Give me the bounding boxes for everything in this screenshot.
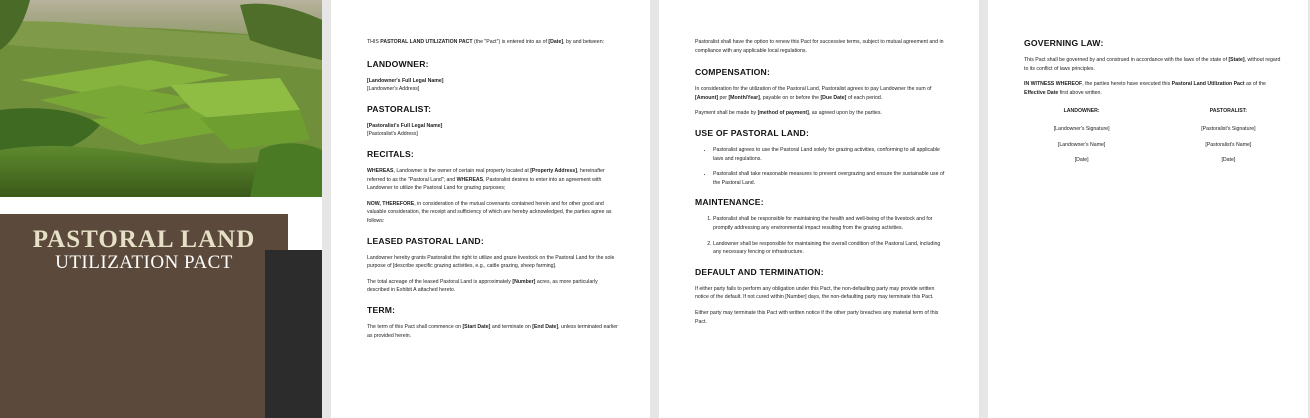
pastoralist-name: [Pastoralist's Name]	[1205, 141, 1252, 148]
recital-whereas: WHEREAS, Landowner is the owner of certain real property located at [Property Address], hereinafter referred to as the "Pastoral Land"; and WHEREAS, Pastoralist desires to enter into an agreement with Landowner to utilize the Pastoral Land for grazing purposes;	[367, 167, 605, 192]
compensation-paragraph: In consideration for the utilization of the Pastoral Land, Pastoralist agrees to pay Landowner the sum of [Amount] per [Month/Year], payable on or before the [Due Date] of each period.	[695, 86, 932, 101]
pastoralist-signature-column	[1171, 107, 1286, 171]
section-heading-maintenance: MAINTENANCE:	[695, 197, 764, 208]
document-page-3	[659, 0, 979, 418]
cover-title-line1: PASTORAL LAND	[32, 226, 256, 253]
document-page-2	[331, 0, 650, 418]
landowner-date: [Date]	[1074, 157, 1089, 164]
default-paragraph-1: If either party fails to perform any obligation under this Pact, the non-defaulting party may provide written notice of the default. If not cured within [Number] days, the non-defaulting party may terminate this Pact.	[695, 285, 935, 301]
cover-page	[0, 0, 322, 418]
section-heading-recitals: RECITALS:	[367, 148, 414, 159]
governing-law-paragraph: This Pact shall be governed by and construed in accordance with the laws of the state of [State], without regard to its conflict of laws principles.	[1024, 57, 1281, 72]
document-page-4	[988, 0, 1308, 418]
intro-paragraph: THIS PASTORAL LAND UTILIZATION PACT (the "Pact") is entered into as of [Date], by and between:	[367, 39, 605, 45]
landowner-signature: [Landowner's Signature]	[1053, 125, 1110, 132]
landowner-signature-column	[1024, 107, 1139, 171]
cover-title-line2: UTILIZATION PACT	[55, 252, 233, 273]
default-paragraph-2: Either party may terminate this Pact with written notice if the other party breaches any material term of this Pact.	[695, 309, 939, 325]
leased-land-grant: Landowner hereby grants Pastoralist the right to utilize and graze livestock on the Pastoral Land for the sole purpose of [describe specific grazing activities, e.g., cattle grazing, sheep farming].	[367, 254, 615, 270]
sig-heading-landowner: LANDOWNER:	[1063, 108, 1100, 115]
section-heading-default: DEFAULT AND TERMINATION:	[695, 266, 824, 277]
section-heading-governing-law: GOVERNING LAW:	[1024, 38, 1104, 48]
witness-paragraph: IN WITNESS WHEREOF, the parties hereto have executed this Pastoral Land Utilization Pact as of the Effective Date first above written.	[1024, 81, 1266, 96]
section-heading-leased-land: LEASED PASTORAL LAND:	[367, 235, 484, 246]
recital-now-therefore: NOW, THEREFORE, in consideration of the mutual covenants contained herein and for other good and valuable consideration, the receipt and sufficiency of which are hereby acknowledged, the parties agree as follows:	[367, 200, 612, 224]
landowner-name: [Landowner's Name]	[1057, 141, 1106, 148]
cover-dark-strip	[265, 250, 322, 418]
section-heading-compensation: COMPENSATION:	[695, 67, 771, 78]
landowner-details: [Landowner's Full Legal Name] [Landowner's Address]	[367, 77, 444, 93]
list-item: 2. Landowner shall be responsible for maintaining the overall condition of the Pastoral Land, including any necessary fencing or infrastructure.	[713, 240, 949, 257]
section-heading-landowner: LANDOWNER:	[367, 58, 429, 69]
section-heading-pastoralist: PASTORALIST:	[367, 103, 432, 114]
use-list	[695, 146, 949, 187]
sig-heading-pastoralist: PASTORALIST:	[1209, 108, 1247, 115]
list-item: • Pastoralist agrees to use the Pastoral Land solely for grazing activities, conforming to all applicable laws and regulations.	[713, 146, 949, 163]
maintenance-list	[695, 215, 949, 256]
term-paragraph: The term of this Pact shall commence on [Start Date] and terminate on [End Date], unless terminated earlier as provided herein.	[367, 323, 618, 339]
leased-land-acreage: The total acreage of the leased Pastoral Land is approximately [Number] acres, as more particularly described in Exhibit A attached hereto.	[367, 278, 598, 294]
pastoralist-signature: [Pastoralist's Signature]	[1201, 125, 1256, 132]
signature-block	[1024, 107, 1286, 171]
section-heading-term: TERM:	[367, 304, 396, 315]
renewal-paragraph: Pastoralist shall have the option to renew this Pact for successive terms, subject to mutual agreement and in compliance with any applicable local regulations.	[695, 39, 944, 54]
list-item: • Pastoralist shall take reasonable measures to prevent overgrazing and ensure the sustainable use of the Pastoral Land.	[713, 170, 949, 187]
list-item: 1. Pastoralist shall be responsible for maintaining the health and well-being of the livestock and for promptly addressing any environmental impact resulting from the grazing activities.	[713, 215, 949, 232]
pastoralist-date: [Date]	[1221, 157, 1236, 164]
section-heading-use: USE OF PASTORAL LAND:	[695, 127, 810, 138]
pastoralist-details: [Pastoralist's Full Legal Name] [Pastoralist's Address]	[367, 122, 443, 138]
payment-paragraph: Payment shall be made by [method of payment], as agreed upon by the parties.	[695, 110, 882, 117]
pasture-landscape-photo	[0, 0, 322, 197]
